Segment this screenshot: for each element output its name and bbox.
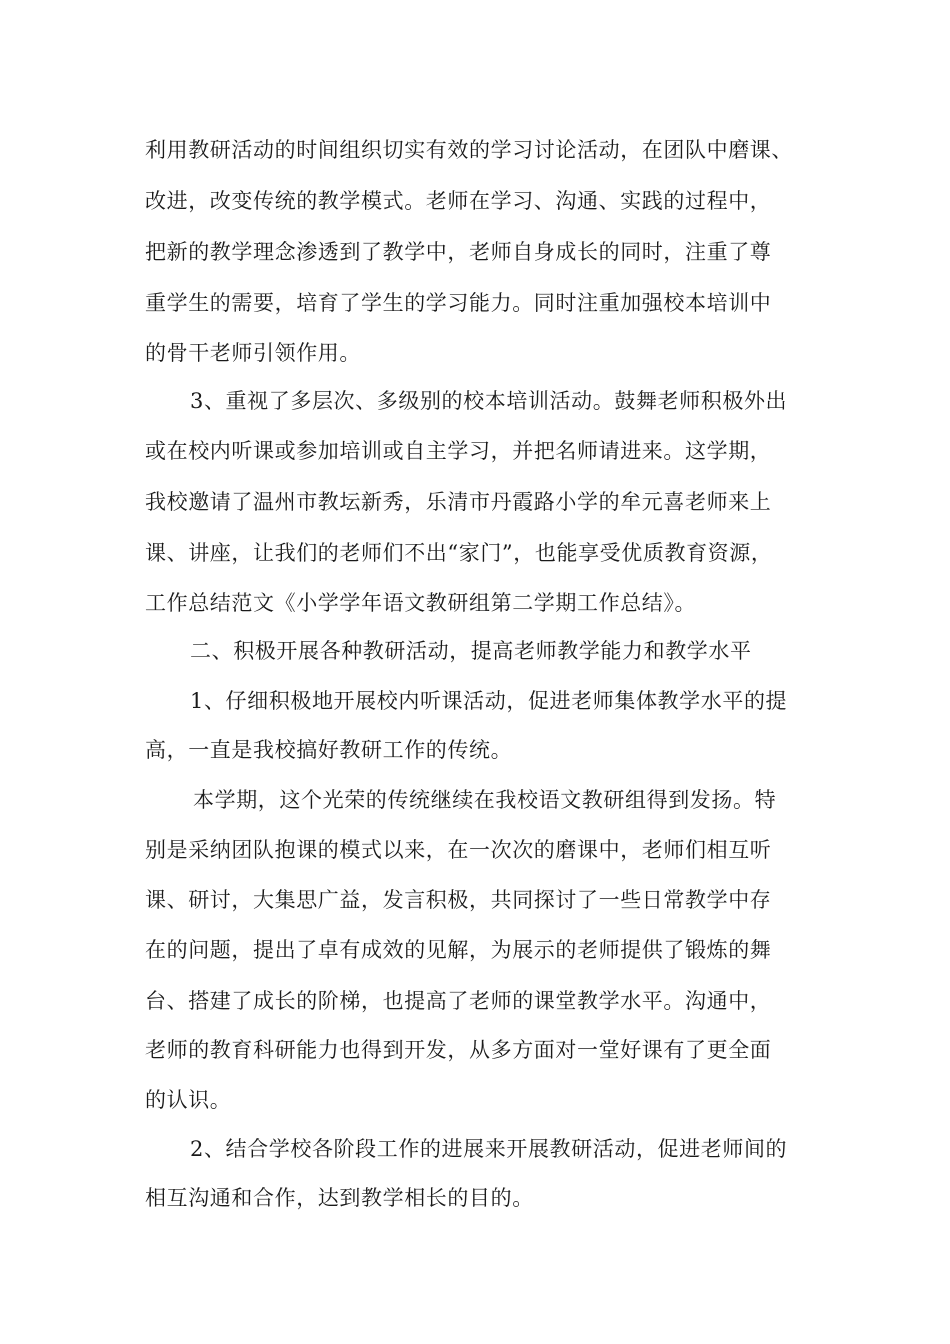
text-line-1: 利用教研活动的时间组织切实有效的学习讨论活动，在团队中磨课、 <box>145 138 793 162</box>
text-line-14: 本学期，这个光荣的传统继续在我校语文教研组得到发扬。特 <box>193 788 777 812</box>
text-line-7: 或在校内听课或参加培训或自主学习，并把名师请进来。这学期， <box>145 439 772 463</box>
text-line-21: 2、结合学校各阶段工作的进展来开展教研活动，促进老师间的 <box>190 1137 788 1161</box>
text-line-19: 老师的教育科研能力也得到开发，从多方面对一堂好课有了更全面 <box>145 1038 772 1062</box>
text-line-9: 课、讲座，让我们的老师们不出“家门”，也能享受优质教育资源， <box>145 541 773 565</box>
text-line-10: 工作总结范文《小学学年语文教研组第二学期工作总结》。 <box>145 591 697 615</box>
text-line-12: 1、仔细积极地开展校内听课活动，促进老师集体教学水平的提 <box>190 689 788 713</box>
text-line-8: 我校邀请了温州市教坛新秀，乐清市丹霞路小学的牟元喜老师来上 <box>145 490 772 514</box>
text-line-6: 3、重视了多层次、多级别的校本培训活动。鼓舞老师积极外出 <box>190 389 788 413</box>
section-heading: 二、积极开展各种教研活动，提高老师教学能力和教学水平 <box>190 639 752 663</box>
text-line-3: 把新的教学理念渗透到了教学中，老师自身成长的同时，注重了尊 <box>145 240 772 264</box>
text-line-2: 改进，改变传统的教学模式。老师在学习、沟通、实践的过程中， <box>145 189 772 213</box>
text-line-5: 的骨干老师引领作用。 <box>145 341 361 365</box>
text-line-18: 台、搭建了成长的阶梯，也提高了老师的课堂教学水平。沟通中， <box>145 989 772 1013</box>
text-line-15: 别是采纳团队抱课的模式以来，在一次次的磨课中，老师们相互听 <box>145 838 772 862</box>
text-line-13: 高，一直是我校搞好教研工作的传统。 <box>145 738 513 762</box>
text-line-22: 相互沟通和合作，达到教学相长的目的。 <box>145 1186 534 1210</box>
text-line-20: 的认识。 <box>145 1088 232 1112</box>
text-line-17: 在的问题，提出了卓有成效的见解，为展示的老师提供了锻炼的舞 <box>145 938 772 962</box>
text-line-4: 重学生的需要，培育了学生的学习能力。同时注重加强校本培训中 <box>145 291 772 315</box>
text-line-16: 课、研讨，大集思广益，发言积极，共同探讨了一些日常教学中存 <box>145 888 772 912</box>
